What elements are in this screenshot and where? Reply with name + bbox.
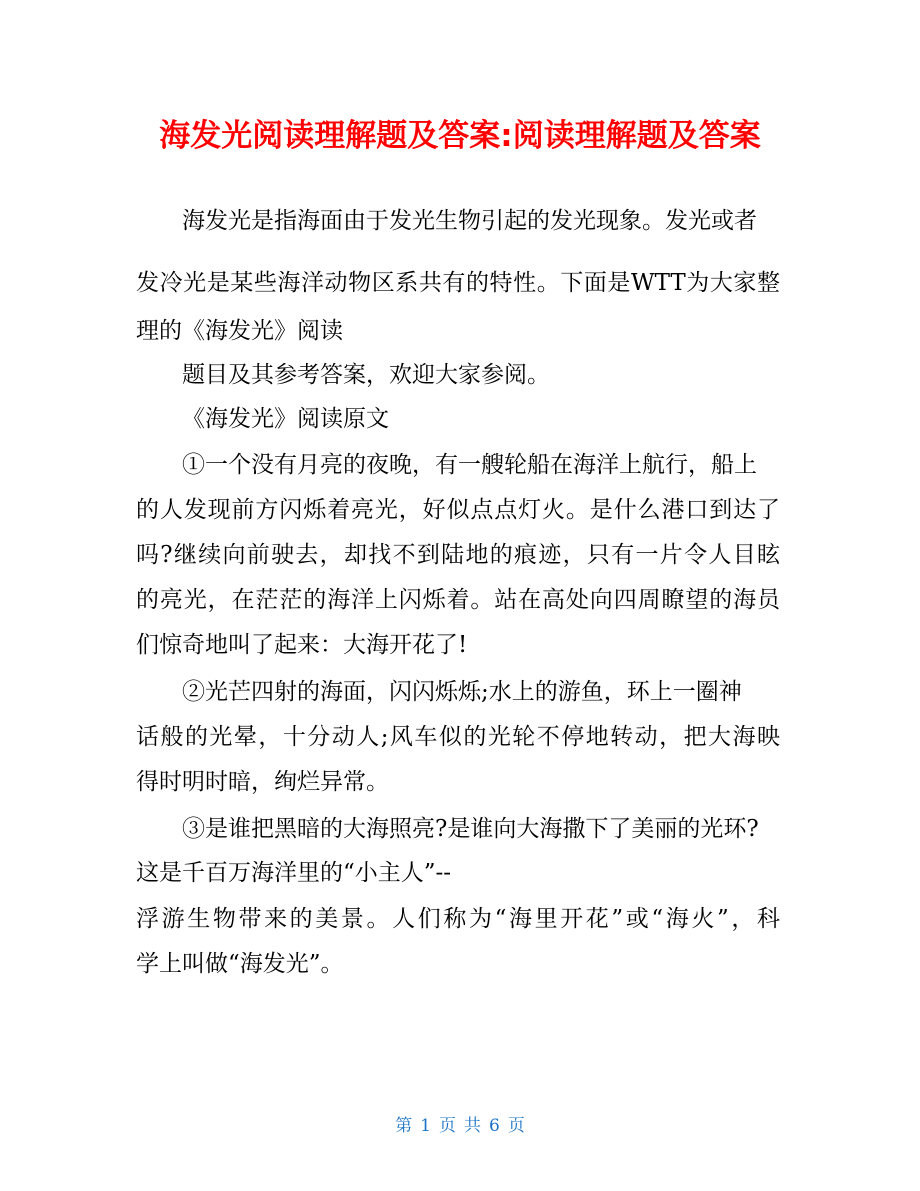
paragraph-line: 发冷光是某些海洋动物区系共有的特性。下面是WTT为大家整	[136, 270, 780, 296]
paragraph-line: 的亮光，在茫茫的海洋上闪烁着。站在高处向四周瞭望的海员	[136, 587, 780, 613]
total-unit: 页	[507, 1116, 525, 1136]
paragraph-line: 海发光是指海面由于发光生物引起的发光现象。发光或者	[182, 208, 757, 234]
paragraph-line: 理的《海发光》阅读	[136, 318, 343, 344]
paragraph-line: 们惊奇地叫了起来：大海开花了!	[136, 632, 468, 658]
total-label: 共	[464, 1116, 481, 1136]
page-number: 1	[420, 1116, 431, 1136]
total-pages: 6	[489, 1116, 500, 1136]
paragraph-line: 题目及其参考答案，欢迎大家参阅。	[182, 362, 550, 388]
paragraph-line: 学上叫做“海发光”。	[136, 951, 344, 977]
paragraph-line: ③是谁把黑暗的大海照亮?是谁向大海撒下了美丽的光环?	[182, 816, 759, 842]
paragraph-line: 的人发现前方闪烁着亮光，好似点点灯火。是什么港口到达了	[136, 497, 780, 523]
page-label: 第	[395, 1116, 413, 1136]
paragraph-line: ②光芒四射的海面，闪闪烁烁;水上的游鱼，环上一圈神	[182, 679, 742, 705]
document-title: 海发光阅读理解题及答案:阅读理解题及答案	[159, 118, 761, 154]
paragraph-line: 得时明时暗，绚烂异常。	[136, 769, 389, 795]
page-footer	[0, 1114, 920, 1138]
paragraph-line: 话般的光晕，十分动人;风车似的光轮不停地转动，把大海映	[136, 724, 780, 750]
paragraph-line: 《海发光》阅读原文	[182, 406, 389, 432]
paragraph-line: 浮游生物带来的美景。人们称为“海里开花”或“海火”，科	[136, 906, 780, 932]
paragraph-line: 吗?继续向前驶去，却找不到陆地的痕迹，只有一片令人目眩	[136, 542, 780, 568]
paragraph-line: ①一个没有月亮的夜晚，有一艘轮船在海洋上航行，船上	[182, 452, 757, 478]
paragraph-line: 这是千百万海洋里的“小主人”--	[136, 860, 452, 886]
page-unit: 页	[439, 1116, 456, 1136]
